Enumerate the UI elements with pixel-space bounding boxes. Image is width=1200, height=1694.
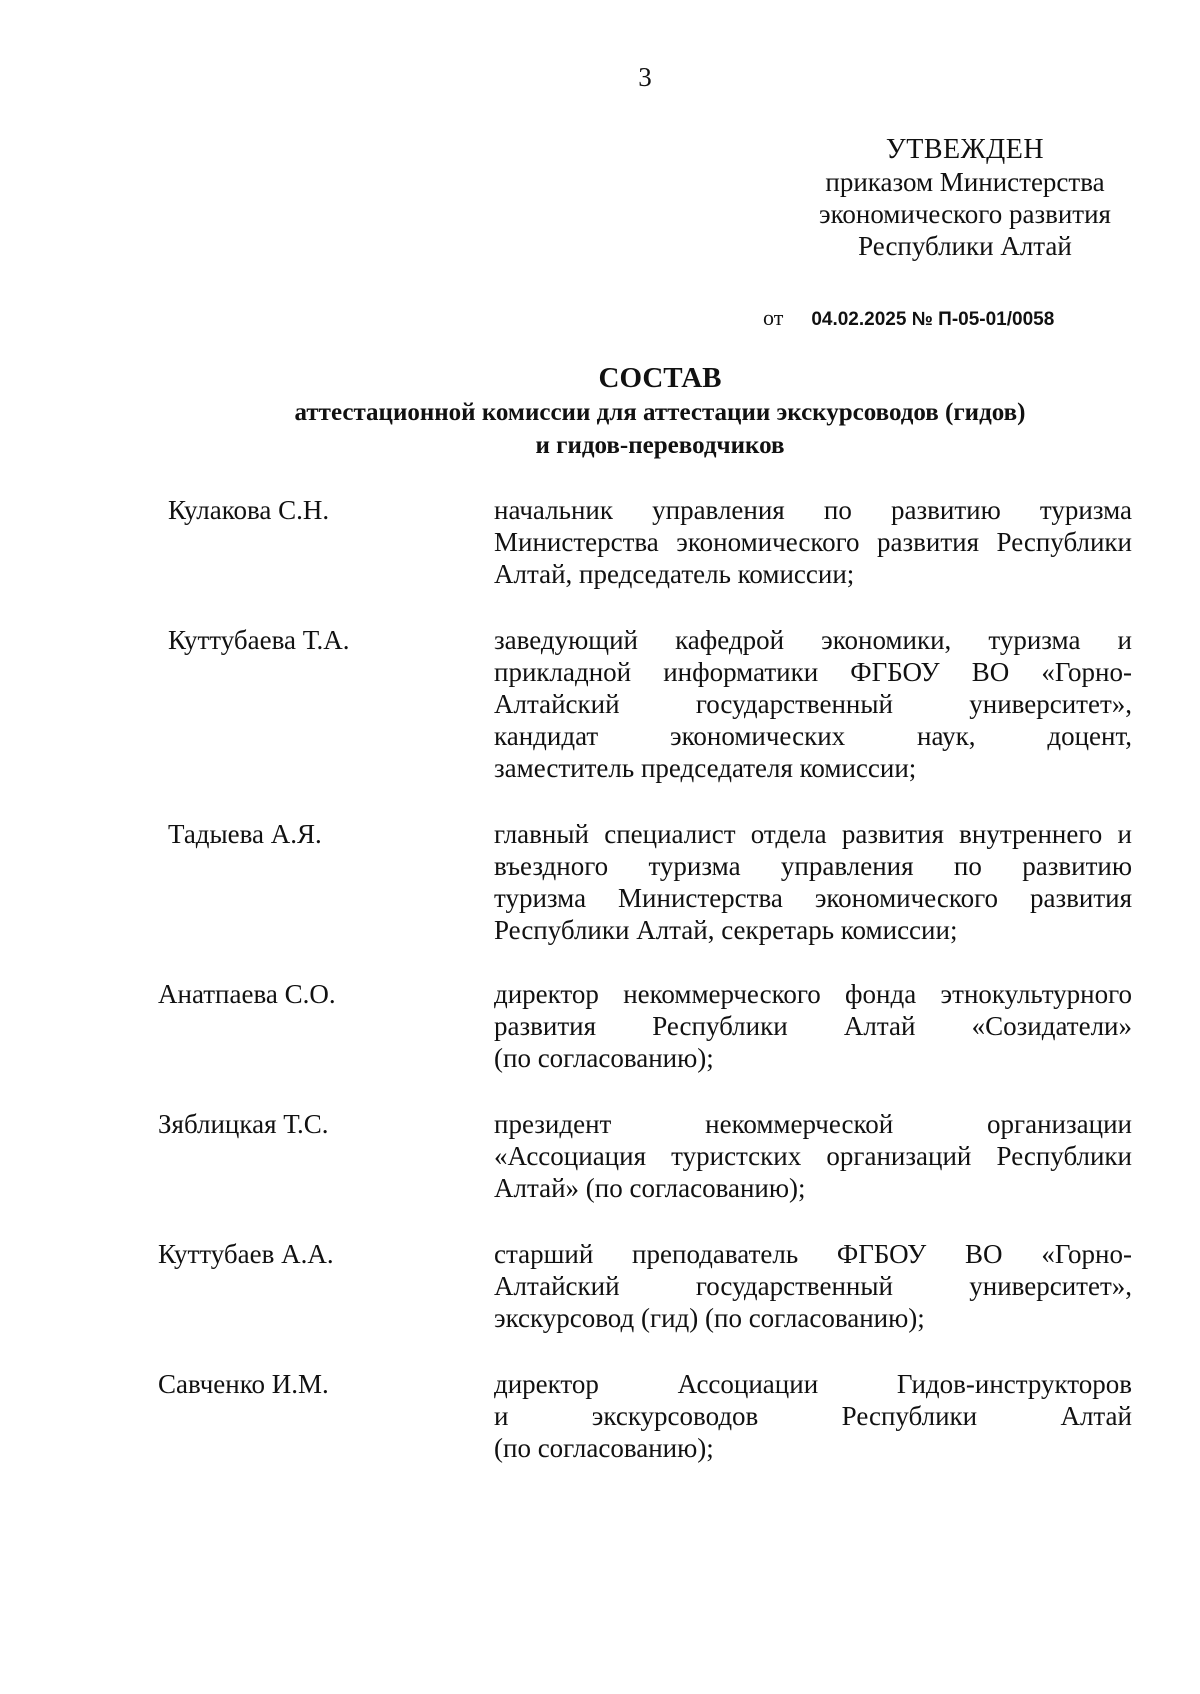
member-role bbox=[494, 494, 1132, 590]
member-role-line: Алтай, председатель комиссии; bbox=[494, 559, 855, 589]
member-name: Зяблицкая Т.С. bbox=[158, 1109, 329, 1139]
member-role-line: развития Республики Алтай «Созидатели» bbox=[494, 1011, 1132, 1041]
member-role-line: Республики Алтай, секретарь комиссии; bbox=[494, 915, 958, 945]
page-number: 3 bbox=[638, 62, 652, 92]
member-role-line: директор Ассоциации Гидов-инструкторов bbox=[494, 1369, 1132, 1399]
approval-line: приказом Министерства bbox=[825, 167, 1105, 197]
member-role-line: директор некоммерческого фонда этнокультурного bbox=[494, 979, 1132, 1009]
member-name: Куттубаев А.А. bbox=[158, 1239, 334, 1269]
member-name: Куттубаева Т.А. bbox=[168, 625, 350, 655]
member-role-line: Алтайский государственный университет», bbox=[494, 1271, 1132, 1301]
document-subtitle-line: и гидов-переводчиков bbox=[535, 432, 785, 459]
member-role-line: главный специалист отдела развития внутреннего и bbox=[494, 819, 1132, 849]
order-date-number: 04.02.2025 № П-05-01/0058 bbox=[811, 309, 1055, 330]
member-role bbox=[494, 978, 1132, 1074]
approval-stamp-block bbox=[772, 134, 1158, 262]
document-title-block bbox=[230, 360, 1090, 462]
member-role-line: «Ассоциация туристских организаций Республики bbox=[494, 1141, 1132, 1171]
approval-line: экономического развития bbox=[819, 199, 1111, 229]
member-name: Анатпаева С.О. bbox=[158, 979, 336, 1009]
member-role-line: заместитель председателя комиссии; bbox=[494, 753, 917, 783]
member-role bbox=[494, 1108, 1132, 1204]
member-role-line: (по согласованию); bbox=[494, 1433, 714, 1463]
member-role-line: Министерства экономического развития Республики bbox=[494, 527, 1132, 557]
member-name: Савченко И.М. bbox=[158, 1369, 329, 1399]
member-role-line: въездного туризма управления по развитию bbox=[494, 851, 1132, 881]
order-prefix: от bbox=[763, 305, 784, 330]
member-role-line: заведующий кафедрой экономики, туризма и bbox=[494, 625, 1132, 655]
member-role bbox=[494, 818, 1132, 946]
document-subtitle-line: аттестационной комиссии для аттестации экскурсоводов (гидов) bbox=[294, 399, 1026, 426]
member-role-line: (по согласованию); bbox=[494, 1043, 714, 1073]
member-role-line: Алтай» (по согласованию); bbox=[494, 1173, 806, 1203]
member-name: Кулакова С.Н. bbox=[168, 495, 330, 525]
member-role-line: и экскурсоводов Республики Алтай bbox=[494, 1401, 1132, 1431]
document-title: СОСТАВ bbox=[598, 362, 722, 394]
member-role-line: прикладной информатики ФГБОУ ВО «Горно- bbox=[494, 657, 1132, 687]
member-role-line: Алтайский государственный университет», bbox=[494, 689, 1132, 719]
member-role bbox=[494, 1368, 1132, 1464]
approved-heading: УТВЕЖДЕН bbox=[885, 134, 1045, 165]
member-name: Тадыева А.Я. bbox=[168, 819, 322, 849]
member-role-line: туризма Министерства экономического развития bbox=[494, 883, 1132, 913]
member-role-line: экскурсовод (гид) (по согласованию); bbox=[494, 1303, 925, 1333]
member-role bbox=[494, 624, 1132, 784]
member-role-line: президент некоммерческой организации bbox=[494, 1109, 1132, 1139]
member-role-line: кандидат экономических наук, доцент, bbox=[494, 721, 1132, 751]
member-role-line: старший преподаватель ФГБОУ ВО «Горно- bbox=[494, 1239, 1132, 1269]
approval-line: Республики Алтай bbox=[858, 231, 1072, 261]
member-role-line: начальник управления по развитию туризма bbox=[494, 495, 1132, 525]
order-reference bbox=[763, 305, 1054, 331]
member-role bbox=[494, 1238, 1132, 1334]
